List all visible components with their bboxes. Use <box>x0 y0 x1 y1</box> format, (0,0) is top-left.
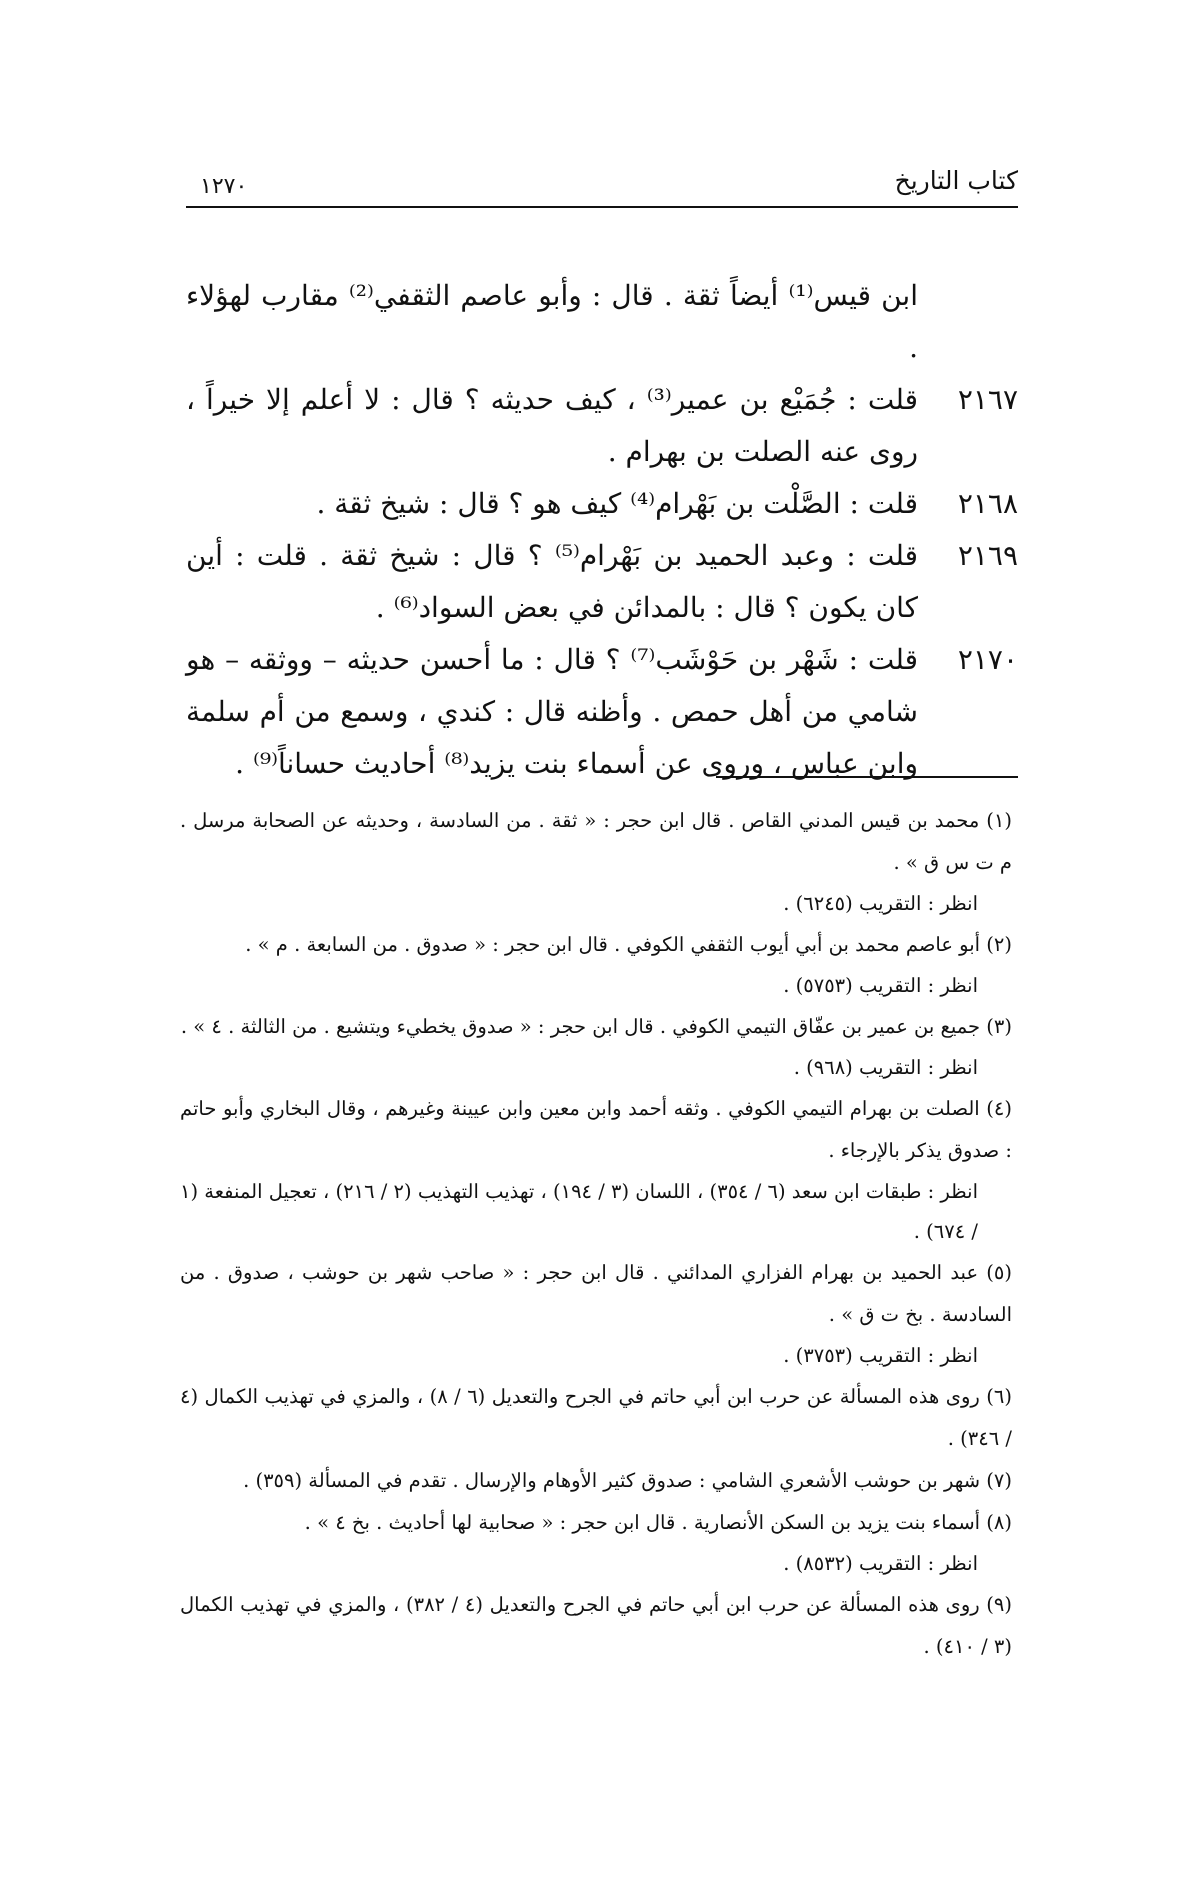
footnote-text: (٣) جميع بن عمير بن عفّاق التيمي الكوفي . قال ابن حجر : « صدوق يخطيء ويتشيع . من الثالثة . ٤ » . <box>180 1015 1012 1038</box>
footnote-reference: انظر : التقريب (٦٢٤٥) . <box>783 892 978 915</box>
book-title: كتاب التاريخ <box>894 166 1018 195</box>
footnote-2 <box>180 924 1012 1006</box>
footnote-separator <box>716 776 1018 778</box>
footnote-text: (٨) أسماء بنت يزيد بن السكن الأنصارية . قال ابن حجر : « صحابية لها أحاديث . بخ ٤ » . <box>304 1511 1012 1534</box>
entry-2170 <box>186 634 1018 790</box>
entry-number: ٢١٦٩ <box>957 539 1018 572</box>
footnote-text: (٧) شهر بن حوشب الأشعري الشامي : صدوق كثير الأوهام والإرسال . تقدم في المسألة (٣٥٩) . <box>243 1469 1012 1492</box>
footnote-text: (١) محمد بن قيس المدني القاص . قال ابن حجر : « ثقة . من السادسة ، وحديثه عن الصحابة مرسل . م ت س ق » . <box>180 809 1012 874</box>
footnote-3 <box>180 1006 1012 1088</box>
footnote-6 <box>180 1376 1012 1460</box>
footnote-text: (٤) الصلت بن بهرام التيمي الكوفي . وثقه أحمد وابن معين وابن عيينة وغيرهم ، وقال البخاري وأبو حاتم : صدوق يذكر بالإرجاء . <box>180 1097 1012 1162</box>
footnote-reference: انظر : التقريب (٣٧٥٣) . <box>783 1344 978 1367</box>
footnote-9 <box>180 1584 1012 1668</box>
entry-text: ابن قيس⁽¹⁾ أيضاً ثقة . قال : وأبو عاصم الثقفي⁽²⁾ مقارب لهؤلاء . <box>186 279 918 364</box>
footnote-4 <box>180 1088 1012 1252</box>
entry-2169 <box>186 530 1018 634</box>
footnote-reference: انظر : التقريب (٩٦٨) . <box>793 1056 978 1079</box>
entry-number: ٢١٦٧ <box>957 383 1018 416</box>
entry-number: ٢١٦٨ <box>957 487 1018 520</box>
entry-text: قلت : جُمَيْع بن عمير⁽³⁾ ، كيف حديثه ؟ قال : لا أعلم إلا خيراً ، روى عنه الصلت بن بهرام . <box>186 383 919 468</box>
entry-continuation <box>186 270 1018 374</box>
entry-2167 <box>186 374 1018 478</box>
main-text <box>186 270 1018 790</box>
entry-text: قلت : الصَّلْت بن بَهْرام⁽⁴⁾ كيف هو ؟ قال : شيخ ثقة . <box>316 487 918 520</box>
footnote-text: (٩) روى هذه المسألة عن حرب ابن أبي حاتم في الجرح والتعديل (٤ / ٣٨٢) ، والمزي في تهذيب الكمال (٣ / ٤١٠) . <box>180 1593 1013 1658</box>
footnote-text: (٥) عبد الحميد بن بهرام الفزاري المدائني . قال ابن حجر : « صاحب شهر بن حوشب ، صدوق . من السادسة . بخ ت ق » . <box>180 1261 1012 1326</box>
footnote-5 <box>180 1252 1012 1376</box>
footnote-text: (٦) روى هذه المسألة عن حرب ابن أبي حاتم في الجرح والتعديل (٦ / ٨) ، والمزي في تهذيب الكمال (٤ / ٣٤٦) . <box>180 1385 1012 1450</box>
footnote-7 <box>180 1460 1012 1502</box>
page-number: ١٢٧٠ <box>200 174 248 199</box>
footnotes <box>180 800 1012 1668</box>
footnote-text: (٢) أبو عاصم محمد بن أبي أيوب الثقفي الكوفي . قال ابن حجر : « صدوق . من السابعة . م » . <box>245 933 1012 956</box>
footnote-reference: انظر : طبقات ابن سعد (٦ / ٣٥٤) ، اللسان (٣ / ١٩٤) ، تهذيب التهذيب (٢ / ٢١٦) ، تعجيل المنفعة (١ / ٦٧٤) . <box>180 1180 979 1243</box>
footnote-8 <box>180 1502 1012 1584</box>
running-header <box>186 166 1018 208</box>
footnote-reference: انظر : التقريب (٨٥٣٢) . <box>783 1552 978 1575</box>
entry-number: ٢١٧٠ <box>957 643 1018 676</box>
entry-text: قلت : شَهْر بن حَوْشَب⁽⁷⁾ ؟ قال : ما أحسن حديثه – ووثقه – هو شامي من أهل حمص . وأظنه قال : كندي ، وسمع من أم سلمة وابن عباس ، وروى عن أسماء بنت يزيد⁽⁸⁾ أحاديث حساناً⁽⁹⁾ . <box>186 643 918 780</box>
entry-text: قلت : وعبد الحميد بن بَهْرام⁽⁵⁾ ؟ قال : شيخ ثقة . قلت : أين كان يكون ؟ قال : بالمدائن في بعض السواد⁽⁶⁾ . <box>186 539 918 624</box>
footnote-reference: انظر : التقريب (٥٧٥٣) . <box>783 974 978 997</box>
footnote-1 <box>180 800 1012 924</box>
entry-2168 <box>186 478 1018 530</box>
